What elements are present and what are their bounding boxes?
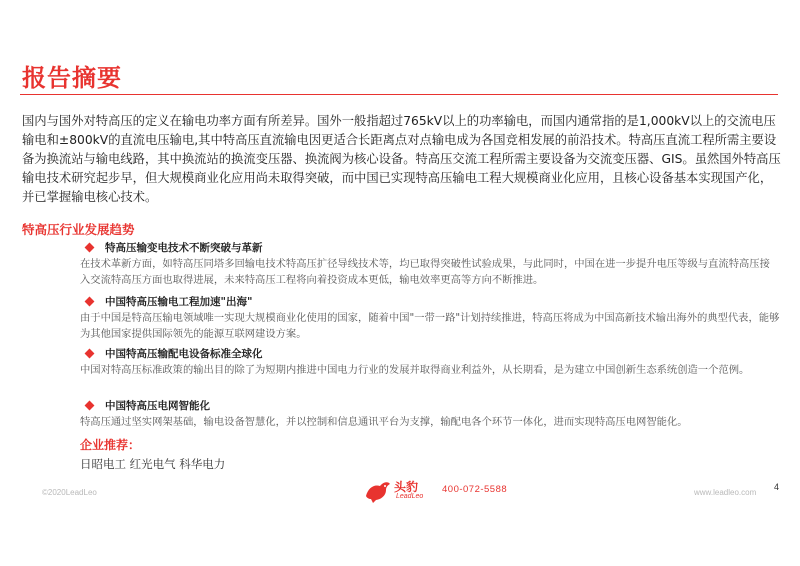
trends-heading: 特高压行业发展趋势 xyxy=(22,222,135,237)
logo-text-en: LeadLeo xyxy=(396,493,424,500)
leopard-logo-icon xyxy=(364,478,392,504)
diamond-bullet-icon xyxy=(85,297,95,307)
leadleo-logo xyxy=(364,478,436,504)
trend-item xyxy=(80,240,780,288)
diamond-bullet-icon xyxy=(85,243,95,253)
trend-title: 中国特高压输电工程加速"出海" xyxy=(105,296,253,308)
trend-body: 由于中国是特高压输电领域唯一实现大规模商业化使用的国家，随着中国"一带一路"计划持续推进，特高压将成为中国高新技术输出海外的典型代表，能够为其他国家提供国际领先的能源互联网建设方案。 xyxy=(80,312,780,340)
page-title: 报告摘要 xyxy=(22,64,122,92)
trend-title-row xyxy=(80,294,780,311)
companies-label: 企业推荐： xyxy=(80,438,141,452)
trend-item xyxy=(80,398,780,431)
diamond-bullet-icon xyxy=(85,401,95,411)
companies-list: 日昭电工 红光电气 科华电力 xyxy=(80,457,226,471)
trend-title: 中国特高压电网智能化 xyxy=(105,400,210,412)
trend-body: 特高压通过坚实网架基础，输电设备智慧化，并以控制和信息通讯平台为支撑，输配电各个环节一体化，进而实现特高压电网智能化。 xyxy=(80,416,688,428)
trend-title-row xyxy=(80,398,780,415)
trend-body: 在技术革新方面，如特高压同塔多回输电技术特高压扩径导线技术等，均已取得突破性试验成果，与此同时，中国在进一步提升电压等级与直流特高压接入交流特高压方面也取得进展，未来特高压工程将向着投资成本更低，输电效率更高等方向不断推进。 xyxy=(80,258,770,286)
logo-text-cn: 头豹 xyxy=(394,480,419,494)
intro-paragraph: 国内与国外对特高压的定义在输电功率方面有所差异。国外一般指超过765kV以上的功率输电，而国内通常指的是1,000kV以上的交流电压输电和±800kV的直流电压输电,其中特高压直流输电因更适合长距离点对点输电成为各国竞相发展的前沿技术。特高压直流工程所需主要设备为换流站与输电线路，其中换流站的换流变压器、换流阀为核心设备。特高压交流工程所需主要设备为交流变压器、GIS。虽然国外特高压输电技术研究起步早，但大规模商业化应用尚未取得突破，而中国已实现特高压输电工程大规模商业化应用，且核心设备基本实现国产化，并已掌握输电核心技术。 xyxy=(22,114,781,204)
footer-copyright: ©2020LeadLeo xyxy=(42,488,97,497)
title-divider xyxy=(20,94,778,95)
trend-title-row xyxy=(80,240,780,257)
trend-title: 特高压输变电技术不断突破与革新 xyxy=(105,242,263,254)
trend-title-row xyxy=(80,346,780,363)
trend-body: 中国对特高压标准政策的输出目的除了为短期内推进中国电力行业的发展并取得商业利益外，从长期看，是为建立中国创新生态系统创造一个范例。 xyxy=(80,364,750,376)
trend-title: 中国特高压输配电设备标准全球化 xyxy=(105,348,263,360)
footer-phone: 400-072-5588 xyxy=(442,484,508,495)
page-number: 4 xyxy=(774,482,780,492)
diamond-bullet-icon xyxy=(85,349,95,359)
footer-url: www.leadleo.com xyxy=(694,488,757,497)
trend-item xyxy=(80,346,780,379)
trend-item xyxy=(80,294,780,342)
